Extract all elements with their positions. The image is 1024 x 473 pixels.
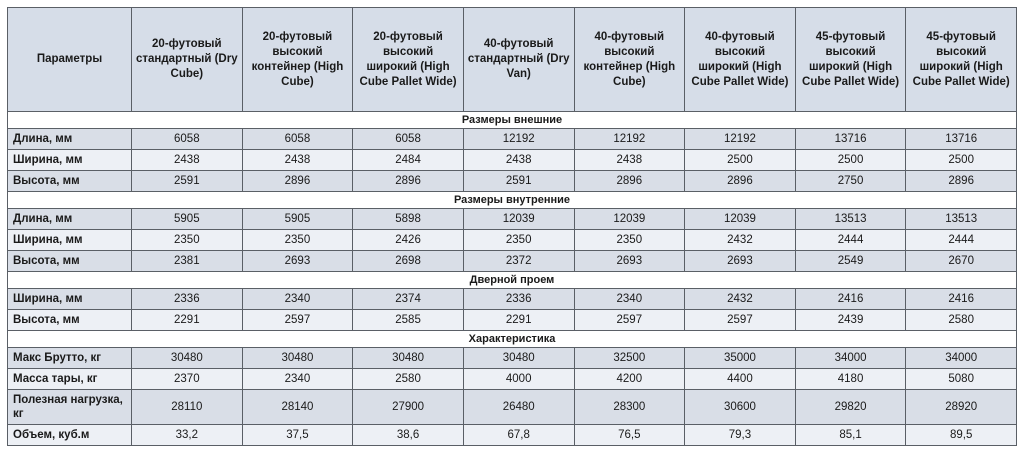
table-cell: 6058: [242, 129, 353, 150]
table-cell: 13716: [795, 129, 906, 150]
table-cell: 26480: [463, 390, 574, 425]
table-cell: 32500: [574, 348, 685, 369]
table-cell: 2597: [574, 310, 685, 331]
table-cell: 6058: [132, 129, 243, 150]
table-cell: 2500: [685, 150, 796, 171]
table-cell: 2444: [906, 230, 1017, 251]
table-cell: 2693: [574, 251, 685, 272]
table-cell: 30480: [463, 348, 574, 369]
table-row: [8, 390, 1017, 425]
table-row: [8, 348, 1017, 369]
table-cell: 30480: [242, 348, 353, 369]
section-title: Размеры внутренние: [8, 192, 1017, 209]
table-row: [8, 209, 1017, 230]
table-cell: 2340: [242, 289, 353, 310]
table-cell: 2432: [685, 230, 796, 251]
row-label: Высота, мм: [8, 310, 132, 331]
table-cell: 2896: [574, 171, 685, 192]
table-cell: 2416: [906, 289, 1017, 310]
column-header-container: 20-футовый стандартный (Dry Cube): [132, 8, 243, 112]
table-cell: 2500: [795, 150, 906, 171]
table-cell: 2591: [132, 171, 243, 192]
table-cell: 2416: [795, 289, 906, 310]
container-specs-table: [7, 7, 1017, 446]
table-cell: 2336: [132, 289, 243, 310]
table-cell: 27900: [353, 390, 464, 425]
column-header-container: 40-футовый высокий контейнер (High Cube): [574, 8, 685, 112]
section-row: [8, 272, 1017, 289]
table-row: [8, 369, 1017, 390]
column-header-container: 45-футовый высокий широкий (High Cube Pallet Wide): [795, 8, 906, 112]
table-cell: 2340: [574, 289, 685, 310]
table-cell: 13716: [906, 129, 1017, 150]
table-cell: 12039: [685, 209, 796, 230]
table-cell: 85,1: [795, 425, 906, 446]
table-cell: 13513: [795, 209, 906, 230]
table-cell: 2340: [242, 369, 353, 390]
table-row: [8, 129, 1017, 150]
header-row: [8, 8, 1017, 112]
table-cell: 2484: [353, 150, 464, 171]
table-cell: 2370: [132, 369, 243, 390]
table-cell: 28300: [574, 390, 685, 425]
table-cell: 2291: [132, 310, 243, 331]
row-label: Масса тары, кг: [8, 369, 132, 390]
row-label: Длина, мм: [8, 209, 132, 230]
table-cell: 2426: [353, 230, 464, 251]
table-cell: 38,6: [353, 425, 464, 446]
table-cell: 4200: [574, 369, 685, 390]
table-cell: 4000: [463, 369, 574, 390]
table-cell: 2597: [242, 310, 353, 331]
row-label: Высота, мм: [8, 251, 132, 272]
table-cell: 13513: [906, 209, 1017, 230]
table-cell: 12192: [685, 129, 796, 150]
section-row: [8, 331, 1017, 348]
column-header-container: 20-футовый высокий широкий (High Cube Pallet Wide): [353, 8, 464, 112]
row-label: Ширина, мм: [8, 230, 132, 251]
table-cell: 28140: [242, 390, 353, 425]
row-label: Ширина, мм: [8, 289, 132, 310]
table-cell: 2597: [685, 310, 796, 331]
table-cell: 5905: [242, 209, 353, 230]
table-row: [8, 150, 1017, 171]
table-cell: 2896: [353, 171, 464, 192]
table-cell: 2698: [353, 251, 464, 272]
table-cell: 2438: [132, 150, 243, 171]
table-cell: 2374: [353, 289, 464, 310]
table-cell: 2381: [132, 251, 243, 272]
table-cell: 28920: [906, 390, 1017, 425]
table-cell: 79,3: [685, 425, 796, 446]
table-cell: 5080: [906, 369, 1017, 390]
table-cell: 2336: [463, 289, 574, 310]
table-cell: 12192: [463, 129, 574, 150]
table-cell: 2372: [463, 251, 574, 272]
table-cell: 2896: [685, 171, 796, 192]
table-cell: 2432: [685, 289, 796, 310]
table-cell: 30480: [353, 348, 464, 369]
table-cell: 12039: [574, 209, 685, 230]
section-title: Характеристика: [8, 331, 1017, 348]
column-header-parameters: Параметры: [8, 8, 132, 112]
table-cell: 33,2: [132, 425, 243, 446]
row-label: Объем, куб.м: [8, 425, 132, 446]
table-cell: 2750: [795, 171, 906, 192]
table-cell: 2444: [795, 230, 906, 251]
table-cell: 2439: [795, 310, 906, 331]
table-row: [8, 230, 1017, 251]
table-cell: 12039: [463, 209, 574, 230]
column-header-container: 40-футовый стандартный (Dry Van): [463, 8, 574, 112]
table-cell: 37,5: [242, 425, 353, 446]
table-row: [8, 251, 1017, 272]
table-cell: 67,8: [463, 425, 574, 446]
section-row: [8, 112, 1017, 129]
row-label: Высота, мм: [8, 171, 132, 192]
table-cell: 2585: [353, 310, 464, 331]
section-row: [8, 192, 1017, 209]
table-cell: 2693: [242, 251, 353, 272]
table-cell: 28110: [132, 390, 243, 425]
row-label: Макс Брутто, кг: [8, 348, 132, 369]
table-row: [8, 289, 1017, 310]
table-cell: 34000: [795, 348, 906, 369]
section-title: Размеры внешние: [8, 112, 1017, 129]
table-cell: 2580: [353, 369, 464, 390]
table-row: [8, 310, 1017, 331]
table-cell: 2896: [242, 171, 353, 192]
table-cell: 5905: [132, 209, 243, 230]
table-cell: 2438: [463, 150, 574, 171]
table-cell: 5898: [353, 209, 464, 230]
table-cell: 2670: [906, 251, 1017, 272]
table-cell: 2291: [463, 310, 574, 331]
table-cell: 6058: [353, 129, 464, 150]
table-cell: 2580: [906, 310, 1017, 331]
table-row: [8, 171, 1017, 192]
section-title: Дверной проем: [8, 272, 1017, 289]
table-cell: 4400: [685, 369, 796, 390]
table-cell: 12192: [574, 129, 685, 150]
table-cell: 89,5: [906, 425, 1017, 446]
row-label: Ширина, мм: [8, 150, 132, 171]
table-cell: 30600: [685, 390, 796, 425]
table-cell: 2500: [906, 150, 1017, 171]
row-label: Полезная нагрузка, кг: [8, 390, 132, 425]
table-cell: 2591: [463, 171, 574, 192]
table-cell: 2549: [795, 251, 906, 272]
table-cell: 35000: [685, 348, 796, 369]
column-header-container: 20-футовый высокий контейнер (High Cube): [242, 8, 353, 112]
table-cell: 2896: [906, 171, 1017, 192]
table-row: [8, 425, 1017, 446]
table-cell: 29820: [795, 390, 906, 425]
table-cell: 2350: [242, 230, 353, 251]
table-cell: 34000: [906, 348, 1017, 369]
table-cell: 2350: [574, 230, 685, 251]
row-label: Длина, мм: [8, 129, 132, 150]
column-header-container: 40-футовый высокий широкий (High Cube Pallet Wide): [685, 8, 796, 112]
table-cell: 2438: [242, 150, 353, 171]
table-cell: 30480: [132, 348, 243, 369]
table-cell: 2350: [463, 230, 574, 251]
table-cell: 2350: [132, 230, 243, 251]
table-cell: 2438: [574, 150, 685, 171]
column-header-container: 45-футовый высокий широкий (High Cube Pallet Wide): [906, 8, 1017, 112]
table-cell: 2693: [685, 251, 796, 272]
table-cell: 76,5: [574, 425, 685, 446]
table-cell: 4180: [795, 369, 906, 390]
